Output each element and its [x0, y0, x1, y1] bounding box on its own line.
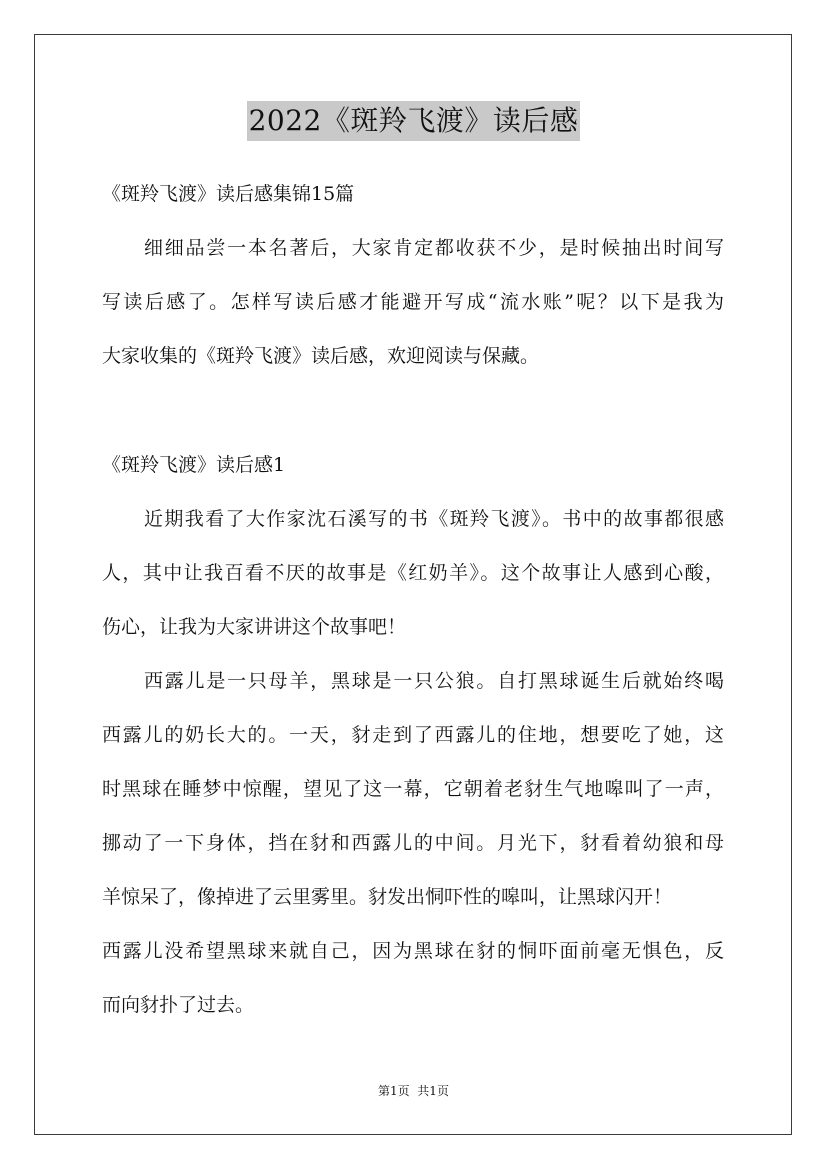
- document-title: 2022《斑羚飞渡》读后感: [247, 101, 581, 141]
- para2-line-5: 羊惊呆了，像掉进了云里雾里。豺发出恫吓性的嗥叫，让黑球闪开！: [102, 886, 673, 908]
- para2-line-2: 西露儿的奶长大的。一天，豺走到了西露儿的住地，想要吃了她，这: [102, 724, 724, 746]
- para1-line-1: 近期我看了大作家沈石溪写的书《斑羚飞渡》。书中的故事都很感: [144, 508, 724, 530]
- para2-line-6: 西露儿没希望黑球来就自己，因为黑球在豺的恫吓面前毫无惧色，反: [102, 940, 724, 962]
- intro-line-1: 细细品尝一本名著后，大家肯定都收获不少，是时候抽出时间写: [144, 237, 724, 259]
- document-subtitle: 《斑羚飞渡》读后感集锦15篇: [102, 183, 355, 205]
- para1-line-2: 人，其中让我百看不厌的故事是《红奶羊》。这个故事让人感到心酸，: [102, 562, 724, 584]
- title-container: [0, 101, 827, 141]
- intro-line-2: 写读后感了。怎样写读后感才能避开写成“流水账”呢？以下是我为: [102, 291, 724, 313]
- para2-line-7: 而向豺扑了过去。: [102, 994, 255, 1016]
- para2-line-3: 时黑球在睡梦中惊醒，望见了这一幕，它朝着老豺生气地嗥叫了一声，: [102, 778, 724, 800]
- para1-line-3: 伤心，让我为大家讲讲这个故事吧！: [102, 616, 407, 638]
- para2-line-4: 挪动了一下身体，挡在豺和西露儿的中间。月光下，豺看着幼狼和母: [102, 832, 724, 854]
- para2-line-1: 西露儿是一只母羊，黑球是一只公狼。自打黑球诞生后就始终喝: [144, 670, 724, 692]
- page-footer: 第1页 共1页: [378, 1084, 449, 1098]
- intro-line-3: 大家收集的《斑羚飞渡》读后感，欢迎阅读与保藏。: [102, 345, 540, 367]
- section-heading: 《斑羚飞渡》读后感1: [102, 454, 286, 476]
